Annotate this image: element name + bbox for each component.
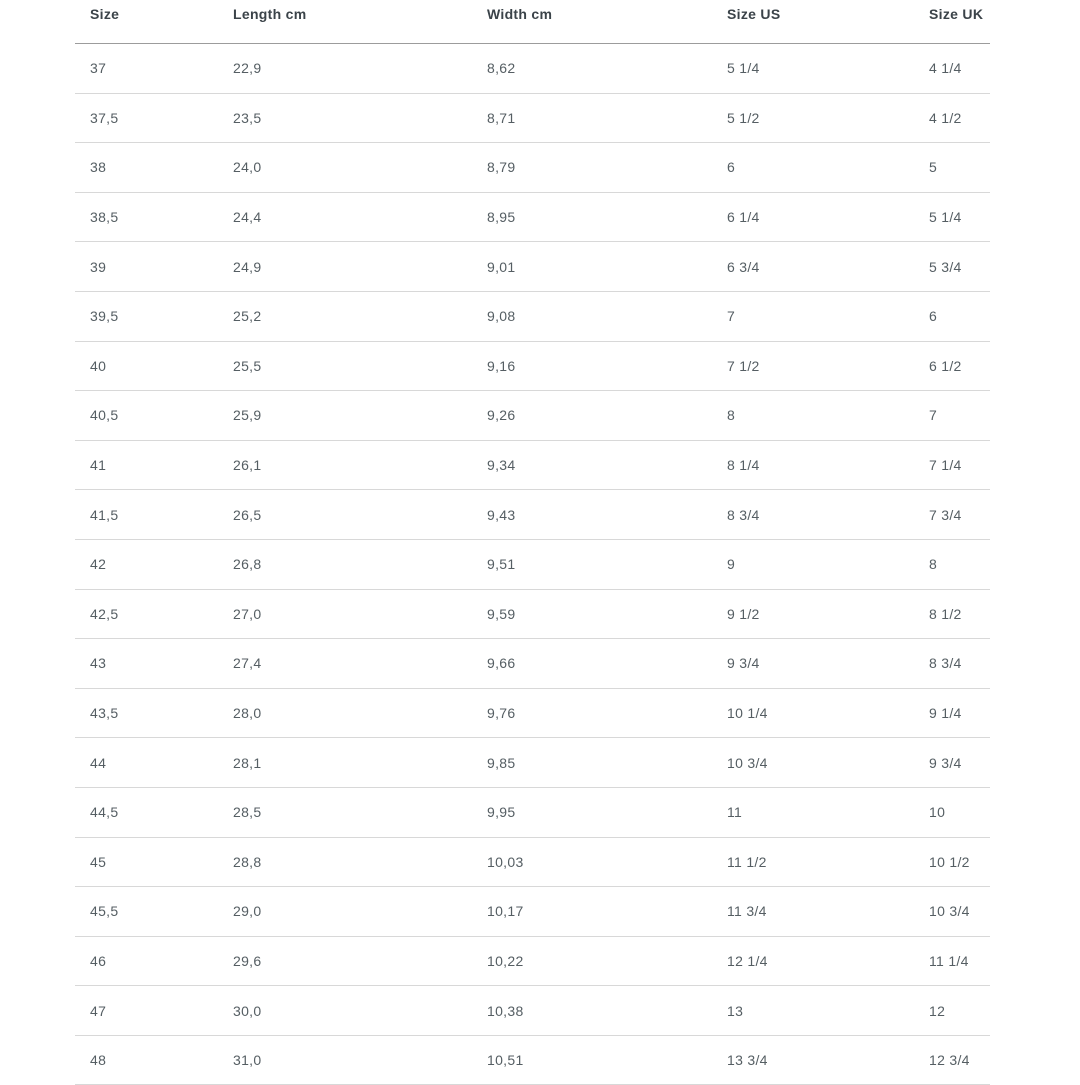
table-cell: 8 3/4 <box>914 639 990 689</box>
table-cell: 9 1/4 <box>914 688 990 738</box>
table-row <box>75 440 990 490</box>
table-cell: 24,9 <box>218 242 472 292</box>
table-cell: 40 <box>75 341 218 391</box>
table-cell: 10 1/4 <box>712 688 914 738</box>
table-cell: 5 1/4 <box>914 192 990 242</box>
column-header-size-uk: Size UK <box>914 0 990 44</box>
table-cell: 27,4 <box>218 639 472 689</box>
column-header-length-cm: Length cm <box>218 0 472 44</box>
table-cell: 27,0 <box>218 589 472 639</box>
table-row <box>75 341 990 391</box>
table-cell: 9,59 <box>472 589 712 639</box>
table-cell: 28,5 <box>218 787 472 837</box>
table-cell: 9,34 <box>472 440 712 490</box>
table-cell: 39 <box>75 242 218 292</box>
table-cell: 42 <box>75 539 218 589</box>
table-cell: 38,5 <box>75 192 218 242</box>
table-row <box>75 93 990 143</box>
table-cell: 5 3/4 <box>914 242 990 292</box>
table-cell: 46 <box>75 936 218 986</box>
table-row <box>75 490 990 540</box>
table-cell: 9,51 <box>472 539 712 589</box>
table-row <box>75 143 990 193</box>
table-header <box>75 0 990 44</box>
table-cell: 9 1/2 <box>712 589 914 639</box>
table-row <box>75 738 990 788</box>
table-cell: 9,95 <box>472 787 712 837</box>
column-header-size-us: Size US <box>712 0 914 44</box>
table-cell: 26,5 <box>218 490 472 540</box>
table-cell: 25,5 <box>218 341 472 391</box>
table-cell: 10 3/4 <box>712 738 914 788</box>
table-cell: 39,5 <box>75 291 218 341</box>
table-cell: 9 3/4 <box>712 639 914 689</box>
table-cell: 25,9 <box>218 391 472 441</box>
table-cell: 10,03 <box>472 837 712 887</box>
table-row <box>75 887 990 937</box>
table-cell: 7 1/2 <box>712 341 914 391</box>
table-cell: 8 <box>914 539 990 589</box>
table-cell: 4 1/2 <box>914 93 990 143</box>
table-cell: 9 3/4 <box>914 738 990 788</box>
table-row <box>75 589 990 639</box>
table-row <box>75 391 990 441</box>
table-cell: 8 <box>712 391 914 441</box>
table-cell: 12 1/4 <box>712 936 914 986</box>
table-cell: 45,5 <box>75 887 218 937</box>
table-cell: 11 3/4 <box>712 887 914 937</box>
table-cell: 11 <box>712 787 914 837</box>
table-cell: 6 1/2 <box>914 341 990 391</box>
table-cell: 10,17 <box>472 887 712 937</box>
table-cell: 10 3/4 <box>914 887 990 937</box>
table-cell: 22,9 <box>218 44 472 94</box>
table-cell: 45 <box>75 837 218 887</box>
table-cell: 7 1/4 <box>914 440 990 490</box>
table-cell: 6 3/4 <box>712 242 914 292</box>
table-cell: 8,79 <box>472 143 712 193</box>
shoe-size-conversion-table <box>75 0 990 1085</box>
table-cell: 44,5 <box>75 787 218 837</box>
table-cell: 6 <box>712 143 914 193</box>
table-cell: 10 <box>914 787 990 837</box>
table-cell: 8,62 <box>472 44 712 94</box>
table-cell: 9 <box>712 539 914 589</box>
table-cell: 28,1 <box>218 738 472 788</box>
table-cell: 26,1 <box>218 440 472 490</box>
table-cell: 41,5 <box>75 490 218 540</box>
column-header-width-cm: Width cm <box>472 0 712 44</box>
table-row <box>75 539 990 589</box>
table-cell: 5 1/2 <box>712 93 914 143</box>
table-cell: 8,71 <box>472 93 712 143</box>
table-cell: 9,66 <box>472 639 712 689</box>
table-row <box>75 639 990 689</box>
table-cell: 7 <box>914 391 990 441</box>
table-cell: 43,5 <box>75 688 218 738</box>
table-cell: 42,5 <box>75 589 218 639</box>
table-cell: 9,76 <box>472 688 712 738</box>
table-cell: 31,0 <box>218 1035 472 1085</box>
table-cell: 7 3/4 <box>914 490 990 540</box>
table-cell: 37 <box>75 44 218 94</box>
table-row <box>75 986 990 1036</box>
table-row <box>75 242 990 292</box>
table-cell: 47 <box>75 986 218 1036</box>
table-cell: 9,16 <box>472 341 712 391</box>
table-cell: 24,0 <box>218 143 472 193</box>
table-row <box>75 1035 990 1085</box>
column-header-size: Size <box>75 0 218 44</box>
table-cell: 29,6 <box>218 936 472 986</box>
table-row <box>75 837 990 887</box>
table-cell: 37,5 <box>75 93 218 143</box>
table-cell: 29,0 <box>218 887 472 937</box>
table-cell: 11 1/2 <box>712 837 914 887</box>
table-cell: 13 <box>712 986 914 1036</box>
table-cell: 41 <box>75 440 218 490</box>
table-cell: 6 1/4 <box>712 192 914 242</box>
table-cell: 8 3/4 <box>712 490 914 540</box>
table-cell: 6 <box>914 291 990 341</box>
table-body <box>75 44 990 1085</box>
table-cell: 30,0 <box>218 986 472 1036</box>
table-cell: 8 1/2 <box>914 589 990 639</box>
table-cell: 5 1/4 <box>712 44 914 94</box>
table-cell: 43 <box>75 639 218 689</box>
table-cell: 12 <box>914 986 990 1036</box>
table-cell: 9,43 <box>472 490 712 540</box>
table-cell: 8 1/4 <box>712 440 914 490</box>
table-cell: 9,26 <box>472 391 712 441</box>
table-cell: 25,2 <box>218 291 472 341</box>
table-row <box>75 291 990 341</box>
table-cell: 11 1/4 <box>914 936 990 986</box>
table-row <box>75 688 990 738</box>
table-cell: 26,8 <box>218 539 472 589</box>
table-cell: 10,38 <box>472 986 712 1036</box>
table-cell: 24,4 <box>218 192 472 242</box>
table-cell: 44 <box>75 738 218 788</box>
table-cell: 9,85 <box>472 738 712 788</box>
table-cell: 7 <box>712 291 914 341</box>
table-cell: 10 1/2 <box>914 837 990 887</box>
table-cell: 10,22 <box>472 936 712 986</box>
table-cell: 13 3/4 <box>712 1035 914 1085</box>
table-row <box>75 44 990 94</box>
table-header-row <box>75 0 990 44</box>
table-cell: 5 <box>914 143 990 193</box>
table-cell: 4 1/4 <box>914 44 990 94</box>
table-cell: 28,0 <box>218 688 472 738</box>
table-cell: 28,8 <box>218 837 472 887</box>
table-cell: 40,5 <box>75 391 218 441</box>
table-row <box>75 192 990 242</box>
table-cell: 10,51 <box>472 1035 712 1085</box>
table-cell: 9,01 <box>472 242 712 292</box>
table-cell: 8,95 <box>472 192 712 242</box>
table-cell: 9,08 <box>472 291 712 341</box>
table-cell: 23,5 <box>218 93 472 143</box>
table-cell: 48 <box>75 1035 218 1085</box>
table-cell: 38 <box>75 143 218 193</box>
table-row <box>75 936 990 986</box>
table-cell: 12 3/4 <box>914 1035 990 1085</box>
table-row <box>75 787 990 837</box>
